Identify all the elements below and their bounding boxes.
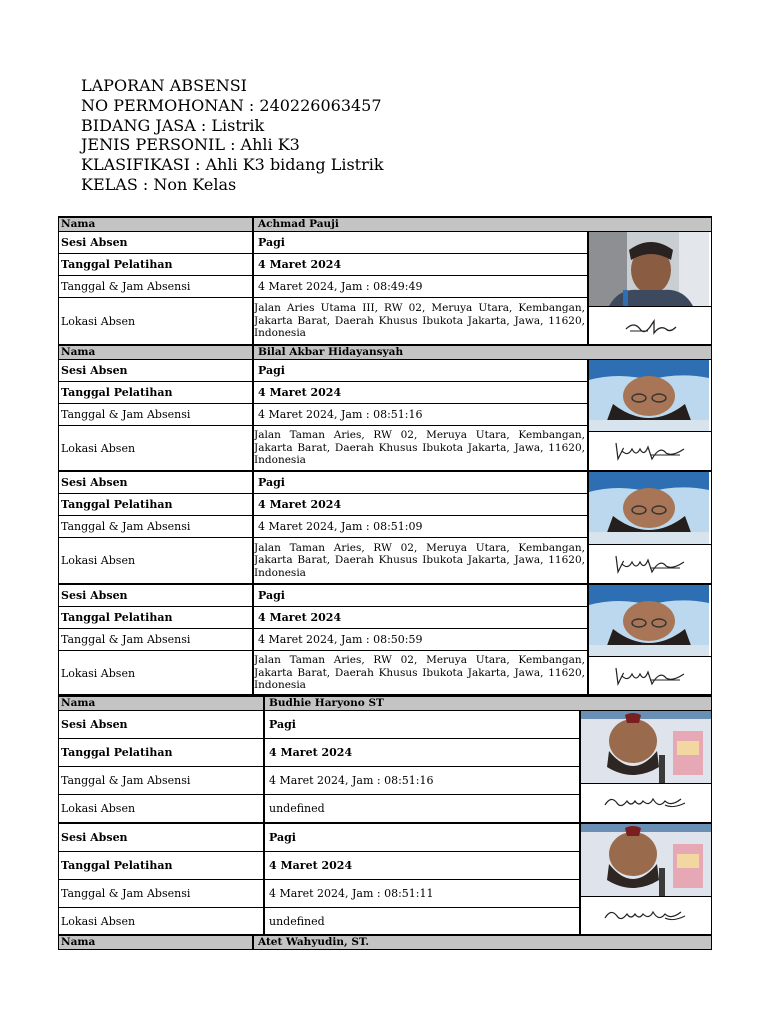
datetime-value: 4 Maret 2024, Jam : 08:50:59: [258, 633, 423, 646]
datetime-label: Tanggal & Jam Absensi: [59, 767, 265, 794]
attendance-media: [587, 585, 711, 695]
session-value: Pagi: [269, 831, 296, 844]
training-date-value: 4 Maret 2024: [269, 859, 353, 872]
session-row: [59, 711, 579, 739]
session-value: Pagi: [269, 718, 296, 731]
datetime-label: Tanggal & Jam Absensi: [59, 516, 254, 537]
session-row: [59, 360, 587, 382]
location-value: Jalan Taman Aries, RW 02, Meruya Utara, Kembangan, Jakarta Barat, Daerah Khusus Ibukota Jakarta, Jawa, 11620, Indonesia: [254, 654, 585, 692]
datetime-row: [59, 880, 579, 908]
location-row: [59, 298, 587, 344]
no-permohonan: NO PERMOHONAN : 240226063457: [81, 95, 382, 115]
selfie-photo: [581, 824, 711, 897]
location-label: Lokasi Absen: [59, 298, 254, 344]
datetime-value: 4 Maret 2024, Jam : 08:51:16: [269, 774, 434, 787]
attendance-block-person-1: [58, 216, 712, 346]
session-label: Sesi Absen: [59, 711, 265, 738]
attendance-entry: [59, 585, 711, 695]
training-date-label: Tanggal Pelatihan: [59, 607, 254, 628]
signature: [589, 657, 711, 695]
attendance-media: [579, 711, 711, 822]
location-value: Jalan Taman Aries, RW 02, Meruya Utara, Kembangan, Jakarta Barat, Daerah Khusus Ibukota Jakarta, Jawa, 11620, Indonesia: [254, 541, 585, 579]
session-label: Sesi Absen: [59, 824, 265, 851]
datetime-value: 4 Maret 2024, Jam : 08:51:16: [258, 408, 423, 421]
selfie-photo: [589, 360, 711, 432]
name-label: Nama: [59, 697, 265, 710]
name-row: [59, 697, 711, 711]
location-label: Lokasi Absen: [59, 538, 254, 583]
datetime-label: Tanggal & Jam Absensi: [59, 276, 254, 297]
training-date-label: Tanggal Pelatihan: [59, 852, 265, 879]
training-date-label: Tanggal Pelatihan: [59, 739, 265, 766]
training-date-row: [59, 739, 579, 767]
name-label: Nama: [59, 346, 254, 359]
person-name: Achmad Pauji: [258, 218, 339, 230]
signature: [589, 432, 711, 470]
session-value: Pagi: [258, 476, 285, 489]
attendance-media: [587, 360, 711, 470]
attendance-entry: [59, 711, 711, 824]
signature: [581, 897, 711, 935]
training-date-value: 4 Maret 2024: [258, 386, 342, 399]
training-date-label: Tanggal Pelatihan: [59, 382, 254, 403]
selfie-photo: [589, 232, 711, 307]
bidang-jasa: BIDANG JASA : Listrik: [81, 115, 265, 135]
session-label: Sesi Absen: [59, 585, 254, 606]
location-label: Lokasi Absen: [59, 908, 265, 935]
session-value: Pagi: [258, 236, 285, 249]
signature: [589, 545, 711, 583]
person-name: Atet Wahyudin, ST.: [258, 936, 370, 948]
datetime-label: Tanggal & Jam Absensi: [59, 880, 265, 907]
datetime-value: 4 Maret 2024, Jam : 08:49:49: [258, 280, 423, 293]
name-label: Nama: [59, 218, 254, 231]
session-label: Sesi Absen: [59, 360, 254, 381]
datetime-row: [59, 767, 579, 795]
person-name: Bilal Akbar Hidayansyah: [258, 346, 404, 358]
signature: [581, 784, 711, 822]
session-value: Pagi: [258, 364, 285, 377]
attendance-entry: [59, 360, 711, 472]
location-row: [59, 426, 587, 470]
location-value: Jalan Taman Aries, RW 02, Meruya Utara, Kembangan, Jakarta Barat, Daerah Khusus Ibukota Jakarta, Jawa, 11620, Indonesia: [254, 429, 585, 467]
session-row: [59, 472, 587, 494]
location-row: [59, 795, 579, 822]
datetime-row: [59, 404, 587, 426]
jenis-personil: JENIS PERSONIL : Ahli K3: [81, 135, 300, 155]
training-date-row: [59, 254, 587, 276]
selfie-photo: [589, 585, 711, 657]
name-row: [59, 936, 711, 949]
location-value: undefined: [269, 915, 325, 928]
location-label: Lokasi Absen: [59, 795, 265, 822]
kelas: KELAS : Non Kelas: [81, 174, 237, 194]
location-label: Lokasi Absen: [59, 426, 254, 470]
attendance-block-person-2: [58, 344, 712, 695]
training-date-value: 4 Maret 2024: [258, 258, 342, 271]
training-date-label: Tanggal Pelatihan: [59, 494, 254, 515]
location-value: Jalan Aries Utama III, RW 02, Meruya Utara, Kembangan, Jakarta Barat, Daerah Khusus Ibukota Jakarta, Jawa, 11620, Indonesia: [254, 302, 585, 340]
training-date-row: [59, 852, 579, 880]
session-label: Sesi Absen: [59, 232, 254, 253]
datetime-row: [59, 629, 587, 651]
session-row: [59, 232, 587, 254]
location-row: [59, 908, 579, 935]
attendance-media: [579, 824, 711, 935]
session-row: [59, 824, 579, 852]
klasifikasi: KLASIFIKASI : Ahli K3 bidang Listrik: [81, 155, 384, 175]
location-row: [59, 651, 587, 695]
training-date-row: [59, 382, 587, 404]
training-date-value: 4 Maret 2024: [258, 498, 342, 511]
datetime-label: Tanggal & Jam Absensi: [59, 629, 254, 650]
session-label: Sesi Absen: [59, 472, 254, 493]
datetime-label: Tanggal & Jam Absensi: [59, 404, 254, 425]
name-row: [59, 218, 711, 232]
location-row: [59, 538, 587, 583]
session-row: [59, 585, 587, 607]
attendance-block-person-3: [58, 695, 712, 935]
datetime-row: [59, 516, 587, 538]
selfie-photo: [581, 711, 711, 784]
datetime-value: 4 Maret 2024, Jam : 08:51:11: [269, 887, 434, 900]
training-date-row: [59, 494, 587, 516]
report-title: LAPORAN ABSENSI: [81, 76, 247, 95]
datetime-value: 4 Maret 2024, Jam : 08:51:09: [258, 520, 423, 533]
attendance-entry: [59, 472, 711, 585]
datetime-row: [59, 276, 587, 298]
attendance-block-person-4: [58, 934, 712, 950]
attendance-entry: [59, 824, 711, 935]
selfie-photo: [589, 472, 711, 545]
name-label: Nama: [59, 936, 254, 949]
location-value: undefined: [269, 802, 325, 815]
session-value: Pagi: [258, 589, 285, 602]
person-name: Budhie Haryono ST: [269, 697, 384, 709]
training-date-value: 4 Maret 2024: [258, 611, 342, 624]
location-label: Lokasi Absen: [59, 651, 254, 695]
name-row: [59, 346, 711, 360]
attendance-media: [587, 232, 711, 345]
report-header: [81, 76, 384, 195]
attendance-entry: [59, 232, 711, 345]
training-date-label: Tanggal Pelatihan: [59, 254, 254, 275]
training-date-row: [59, 607, 587, 629]
signature: [589, 307, 711, 345]
training-date-value: 4 Maret 2024: [269, 746, 353, 759]
attendance-media: [587, 472, 711, 583]
